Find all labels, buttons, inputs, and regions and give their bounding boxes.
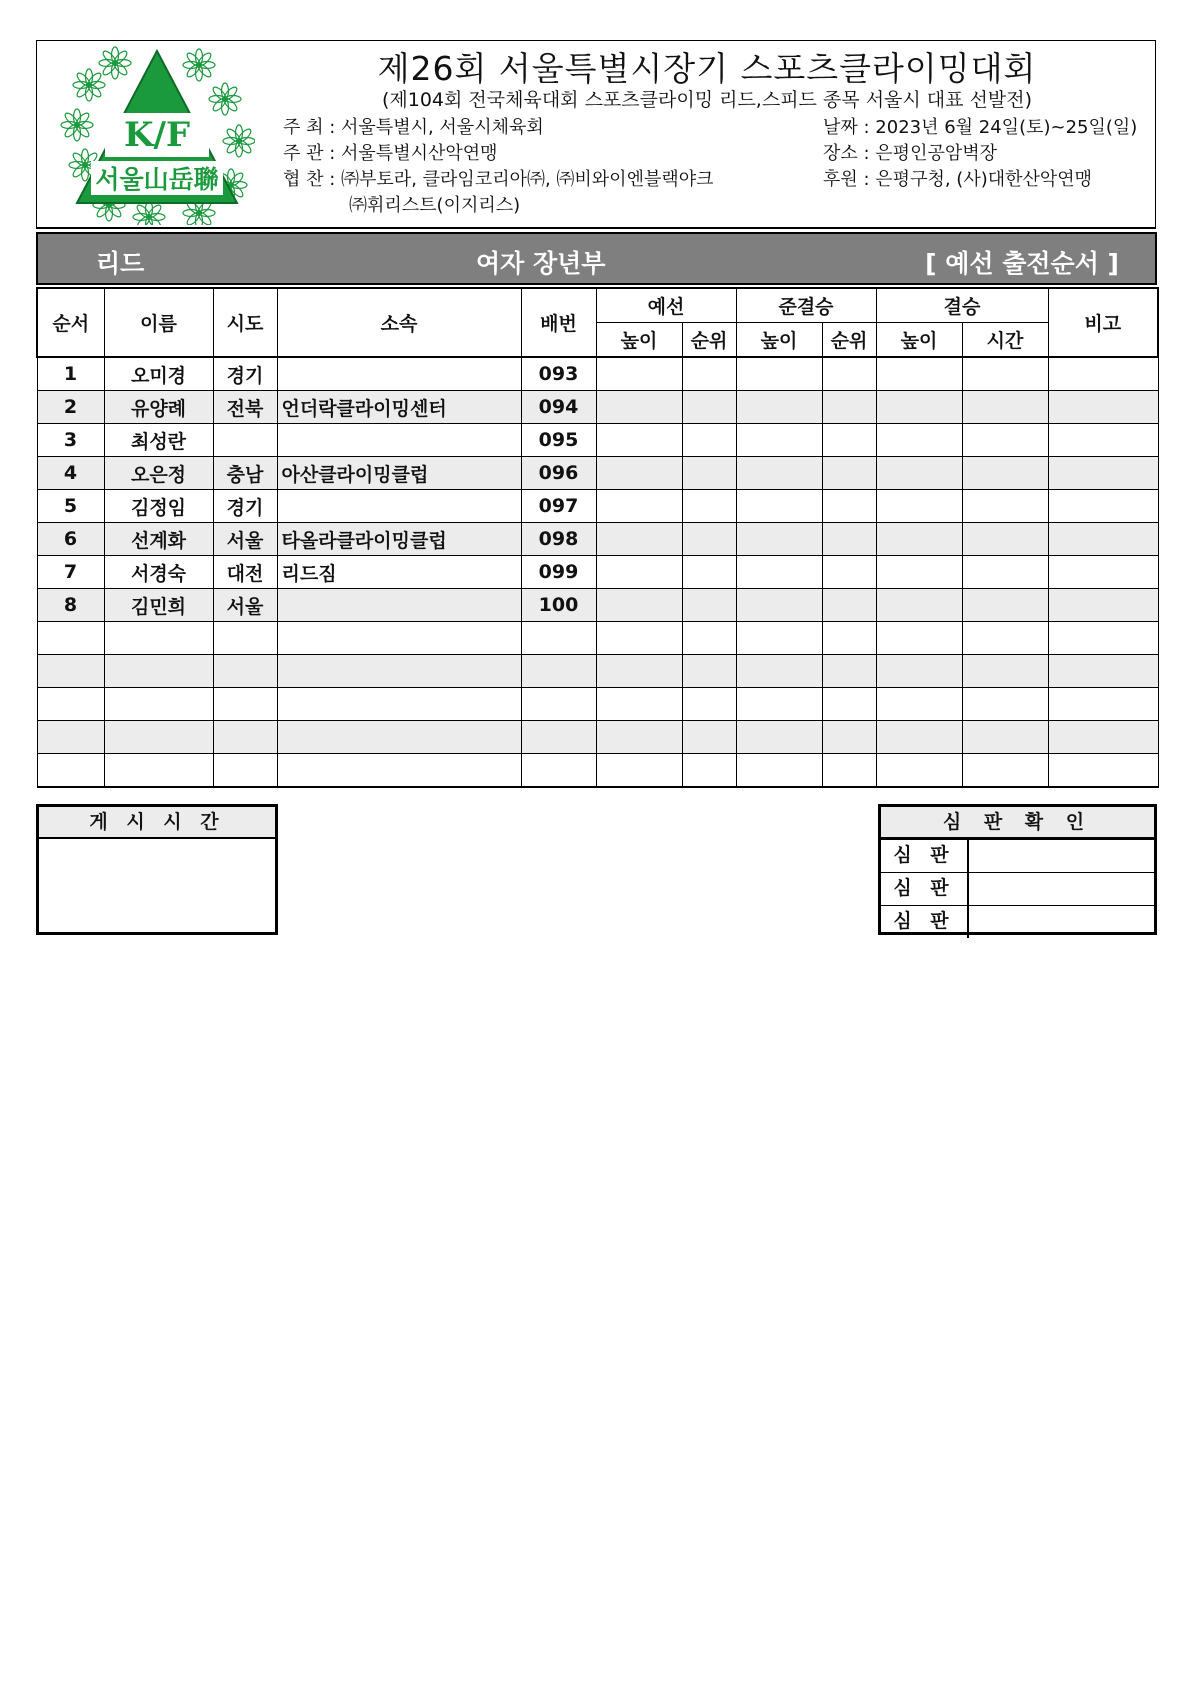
qual-height-cell[interactable] [596,754,682,788]
name-cell: 선계화 [104,523,213,556]
header-final-height: 높이 [876,323,962,358]
qual-rank-cell[interactable] [682,391,736,424]
header-qual-height: 높이 [596,323,682,358]
bib-cell: 096 [521,457,596,490]
qual-rank-cell[interactable] [682,655,736,688]
competition-header [36,40,1156,229]
team-cell: 타올라클라이밍클럽 [277,523,521,556]
remarks-cell[interactable] [1048,424,1158,457]
semi-rank-cell[interactable] [822,688,876,721]
remarks-cell[interactable] [1048,357,1158,391]
semi-height-cell[interactable] [736,490,822,523]
qual-height-cell[interactable] [596,589,682,622]
order-cell: 4 [37,457,104,490]
header-name: 이름 [104,288,213,357]
team-cell [277,655,521,688]
header-team: 소속 [277,288,521,357]
header-semifinal: 준결승 [736,288,876,323]
final-height-cell[interactable] [876,357,962,391]
document-type: [ 예선 출전순서 ] [925,249,1119,278]
table-row [37,391,1158,424]
sponsor-line-2 [349,193,520,219]
qual-height-cell[interactable] [596,424,682,457]
support-line [823,167,1092,193]
table-row [37,357,1158,391]
remarks-cell[interactable] [1048,589,1158,622]
semi-height-cell[interactable] [736,589,822,622]
qual-height-cell[interactable] [596,688,682,721]
remarks-cell[interactable] [1048,556,1158,589]
referee-row [881,905,1154,938]
division-name: 여자 장년부 [476,249,606,278]
order-cell [37,754,104,788]
venue-line [823,141,997,167]
posting-time-box [36,804,278,935]
host-line [283,115,544,141]
final-height-cell[interactable] [876,655,962,688]
region-cell [213,424,277,457]
event-name: 리드 [96,249,145,278]
remarks-cell[interactable] [1048,457,1158,490]
qual-height-cell[interactable] [596,721,682,754]
region-cell: 서울 [213,523,277,556]
semi-height-cell[interactable] [736,556,822,589]
team-cell: 리드짐 [277,556,521,589]
team-cell: 언더락클라이밍센터 [277,391,521,424]
header-order: 순서 [37,288,104,357]
table-row [37,721,1158,754]
region-cell: 경기 [213,490,277,523]
table-row [37,490,1158,523]
region-cell [213,655,277,688]
final-time-cell[interactable] [962,490,1048,523]
final-time-cell[interactable] [962,589,1048,622]
qual-height-cell[interactable] [596,622,682,655]
logo-letters: K/F [123,115,191,155]
final-height-cell[interactable] [876,523,962,556]
semi-height-cell[interactable] [736,754,822,788]
bib-cell [521,754,596,788]
referee-row [881,872,1154,905]
semi-rank-cell[interactable] [822,424,876,457]
bib-cell: 099 [521,556,596,589]
remarks-cell[interactable] [1048,688,1158,721]
start-order-table [36,287,1159,788]
bib-cell [521,622,596,655]
final-time-cell[interactable] [962,556,1048,589]
table-row [37,589,1158,622]
team-cell [277,754,521,788]
qual-height-cell[interactable] [596,357,682,391]
region-cell [213,688,277,721]
venue-value: 은평인공암벽장 [875,143,998,164]
table-row [37,655,1158,688]
order-cell: 2 [37,391,104,424]
final-height-cell[interactable] [876,754,962,788]
semi-rank-cell[interactable] [822,589,876,622]
name-cell [104,622,213,655]
semi-height-cell[interactable] [736,523,822,556]
referee-row [881,839,1154,872]
table-row [37,523,1158,556]
order-cell [37,655,104,688]
order-cell: 6 [37,523,104,556]
name-cell [104,655,213,688]
table-body [37,357,1158,787]
table-row [37,622,1158,655]
referee-signature-field[interactable] [969,873,1154,905]
header-bib: 배번 [521,288,596,357]
qual-rank-cell[interactable] [682,688,736,721]
bib-cell [521,688,596,721]
final-time-cell[interactable] [962,357,1048,391]
referee-signature-field[interactable] [969,840,1154,872]
final-height-cell[interactable] [876,490,962,523]
host-label: 주 최 : [283,117,336,138]
qual-height-cell[interactable] [596,391,682,424]
final-height-cell[interactable] [876,391,962,424]
date-label: 날짜 : [823,117,870,138]
remarks-cell[interactable] [1048,655,1158,688]
name-cell [104,721,213,754]
team-cell [277,490,521,523]
posting-time-title: 게 시 시 간 [39,807,275,839]
category-bar [36,232,1157,285]
team-cell [277,688,521,721]
name-cell: 서경숙 [104,556,213,589]
logo-text: 서울山岳聯 [95,165,219,194]
final-height-cell[interactable] [876,589,962,622]
table-row [37,688,1158,721]
qual-height-cell[interactable] [596,490,682,523]
organizer-value: 서울특별시산악연맹 [341,143,498,164]
qual-height-cell[interactable] [596,655,682,688]
table-header [37,288,1158,357]
qual-rank-cell[interactable] [682,589,736,622]
sponsor-value-1: ㈜부토라, 클라임코리아㈜, ㈜비와이엔블랙야크 [341,169,714,190]
venue-label: 장소 : [823,143,870,164]
header-semi-height: 높이 [736,323,822,358]
referee-check-box [878,804,1157,935]
bib-cell [521,721,596,754]
name-cell: 김정임 [104,490,213,523]
team-cell [277,589,521,622]
qual-rank-cell[interactable] [682,457,736,490]
qual-rank-cell[interactable] [682,622,736,655]
team-cell: 아산클라이밍클럽 [277,457,521,490]
semi-height-cell[interactable] [736,424,822,457]
remarks-cell[interactable] [1048,721,1158,754]
semi-rank-cell[interactable] [822,357,876,391]
name-cell: 최성란 [104,424,213,457]
semi-rank-cell[interactable] [822,721,876,754]
organizer-line [283,141,498,167]
sponsor-label: 협 찬 : [283,169,336,190]
semi-rank-cell[interactable] [822,490,876,523]
team-cell [277,721,521,754]
final-time-cell[interactable] [962,688,1048,721]
semi-rank-cell[interactable] [822,754,876,788]
qual-rank-cell[interactable] [682,490,736,523]
final-height-cell[interactable] [876,622,962,655]
support-value: 은평구청, (사)대한산악연맹 [875,169,1093,190]
federation-logo-icon [59,45,255,225]
referee-check-title: 심 판 확 인 [881,807,1154,839]
bib-cell: 095 [521,424,596,457]
final-time-cell[interactable] [962,754,1048,788]
final-time-cell[interactable] [962,424,1048,457]
region-cell: 서울 [213,589,277,622]
name-cell: 유양례 [104,391,213,424]
date-value: 2023년 6월 24일(토)~25일(일) [875,117,1138,138]
header-final-time: 시간 [962,323,1048,358]
referee-label: 심 판 [881,873,969,905]
semi-height-cell[interactable] [736,655,822,688]
final-time-cell[interactable] [962,721,1048,754]
final-height-cell[interactable] [876,457,962,490]
competition-subtitle: (제104회 전국체육대회 스포츠클라이밍 리드,스피드 종목 서울시 대표 선발전) [381,89,1033,111]
date-line [823,115,1137,141]
bib-cell: 093 [521,357,596,391]
header-qualification: 예선 [596,288,736,323]
final-height-cell[interactable] [876,556,962,589]
order-cell: 1 [37,357,104,391]
semi-height-cell[interactable] [736,391,822,424]
order-cell [37,622,104,655]
table-row [37,424,1158,457]
name-cell: 오은정 [104,457,213,490]
bib-cell: 098 [521,523,596,556]
final-time-cell[interactable] [962,391,1048,424]
qual-rank-cell[interactable] [682,754,736,788]
support-label: 후원 : [823,169,870,190]
team-cell [277,357,521,391]
semi-height-cell[interactable] [736,457,822,490]
qual-height-cell[interactable] [596,523,682,556]
final-height-cell[interactable] [876,688,962,721]
table-row [37,754,1158,788]
team-cell [277,622,521,655]
referee-signature-field[interactable] [969,906,1154,938]
order-cell: 8 [37,589,104,622]
region-cell [213,721,277,754]
order-cell [37,688,104,721]
semi-rank-cell[interactable] [822,655,876,688]
final-height-cell[interactable] [876,721,962,754]
competition-title: 제26회 서울특별시장기 스포츠클라이밍대회 [377,49,1037,88]
semi-height-cell[interactable] [736,622,822,655]
remarks-cell[interactable] [1048,622,1158,655]
semi-height-cell[interactable] [736,688,822,721]
referee-label: 심 판 [881,906,969,938]
name-cell: 김민희 [104,589,213,622]
remarks-cell[interactable] [1048,523,1158,556]
bib-cell: 100 [521,589,596,622]
host-value: 서울특별시, 서울시체육회 [341,117,544,138]
qual-rank-cell[interactable] [682,523,736,556]
remarks-cell[interactable] [1048,754,1158,788]
header-final: 결승 [876,288,1048,323]
order-cell: 7 [37,556,104,589]
region-cell: 대전 [213,556,277,589]
qual-rank-cell[interactable] [682,357,736,391]
final-time-cell[interactable] [962,622,1048,655]
table-row [37,556,1158,589]
name-cell [104,688,213,721]
bib-cell [521,655,596,688]
semi-height-cell[interactable] [736,721,822,754]
order-cell [37,721,104,754]
region-cell: 전북 [213,391,277,424]
order-cell: 5 [37,490,104,523]
bib-cell: 097 [521,490,596,523]
semi-rank-cell[interactable] [822,556,876,589]
semi-rank-cell[interactable] [822,457,876,490]
header-semi-rank: 순위 [822,323,876,358]
semi-rank-cell[interactable] [822,622,876,655]
qual-height-cell[interactable] [596,556,682,589]
header-qual-rank: 순위 [682,323,736,358]
qual-height-cell[interactable] [596,457,682,490]
referee-label: 심 판 [881,840,969,872]
header-remarks: 비고 [1048,288,1158,357]
final-height-cell[interactable] [876,424,962,457]
sponsor-line [283,167,714,193]
remarks-cell[interactable] [1048,391,1158,424]
team-cell [277,424,521,457]
semi-height-cell[interactable] [736,357,822,391]
final-time-cell[interactable] [962,655,1048,688]
sponsor-value-2: ㈜휘리스트(이지리스) [349,195,521,216]
bib-cell: 094 [521,391,596,424]
name-cell: 오미경 [104,357,213,391]
region-cell: 충남 [213,457,277,490]
order-cell: 3 [37,424,104,457]
region-cell: 경기 [213,357,277,391]
final-time-cell[interactable] [962,523,1048,556]
region-cell [213,622,277,655]
header-region: 시도 [213,288,277,357]
region-cell [213,754,277,788]
organizer-label: 주 관 : [283,143,336,164]
name-cell [104,754,213,788]
final-time-cell[interactable] [962,457,1048,490]
semi-rank-cell[interactable] [822,391,876,424]
qual-rank-cell[interactable] [682,721,736,754]
semi-rank-cell[interactable] [822,523,876,556]
table-row [37,457,1158,490]
qual-rank-cell[interactable] [682,424,736,457]
remarks-cell[interactable] [1048,490,1158,523]
qual-rank-cell[interactable] [682,556,736,589]
